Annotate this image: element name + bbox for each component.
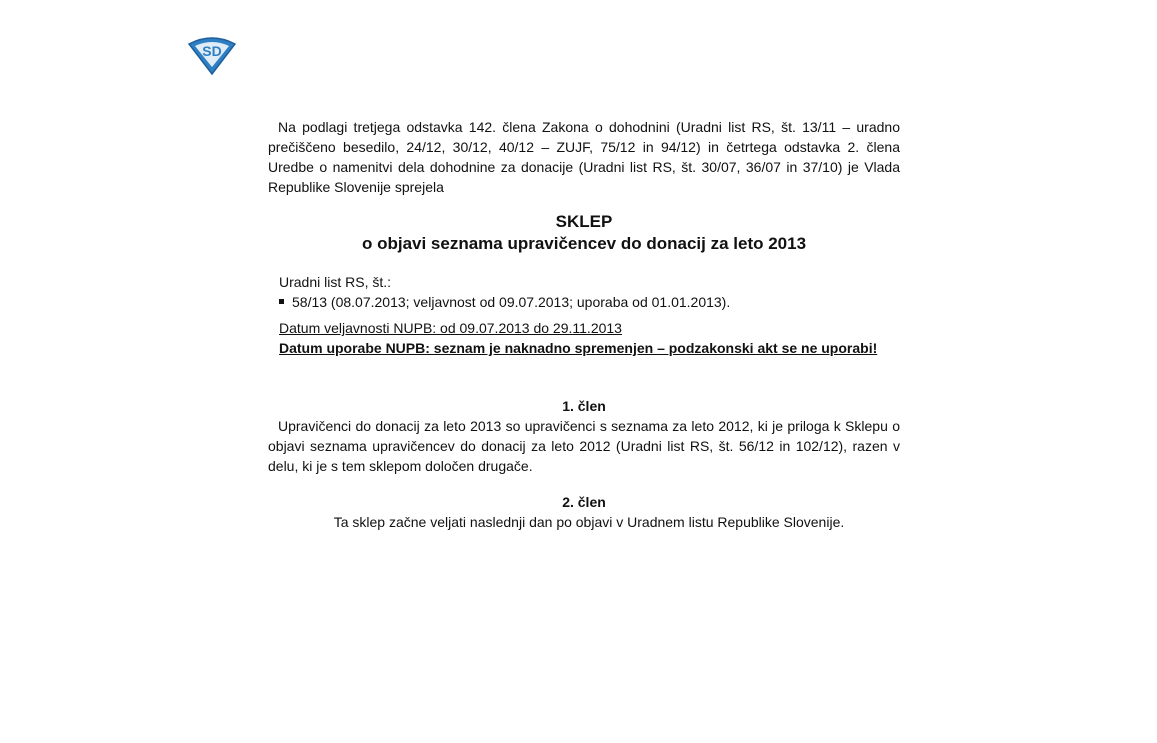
title-line-2: o objavi seznama upravičencev do donacij za leto 2013 [361, 234, 807, 253]
intro-paragraph: Na podlagi tretjega odstavka 142. člena Zakona o dohodnini (Uradni list RS, št. 13/11 – uradno prečiščeno besedilo, 24/12, 30/12, 40/12 – ZUJF, 75/12 in 94/12) in četrtega odstavka 2. člena Uredbe o namenitvi dela dohodnine za donacije (Uradni list RS, št. 30/07, 36/07 in 37/10) je Vlada Republike Slovenije sprejela [268, 119, 900, 195]
article-1-heading: 1. člen [562, 398, 606, 414]
article-1-text: Upravičenci do donacij za leto 2013 so upravičenci s seznama za leto 2012, ki je priloga k Sklepu o objavi seznama upravičencev do donacij za leto 2012 (Uradni list RS, št. 56/12 in 102/12), razen v delu, ki je s tem sklepom določen drugače. [268, 418, 900, 474]
document-page [268, 117, 900, 532]
gazette-entry-text: 58/13 (08.07.2013; veljavnost od 09.07.2013; uporaba od 01.01.2013). [292, 294, 731, 310]
bullet-icon [279, 299, 284, 304]
usage-note: Datum uporabe NUPB: seznam je naknadno spremenjen – podzakonski akt se ne uporabi! [279, 340, 878, 356]
article-2-text: Ta sklep začne veljati naslednji dan po objavi v Uradnem listu Republike Slovenije. [333, 514, 845, 530]
gazette-info [268, 272, 900, 312]
document-title [268, 211, 900, 255]
article-2-heading: 2. člen [562, 494, 606, 510]
gazette-label: Uradni list RS, št.: [279, 274, 392, 290]
sd-logo-icon [186, 34, 238, 76]
gazette-entry [279, 292, 900, 312]
logo-lettering: SD [202, 43, 222, 59]
validity-date: Datum veljavnosti NUPB: od 09.07.2013 do 29.11.2013 [279, 320, 622, 336]
sd-logo [186, 34, 238, 76]
title-line-1: SKLEP [555, 212, 613, 231]
